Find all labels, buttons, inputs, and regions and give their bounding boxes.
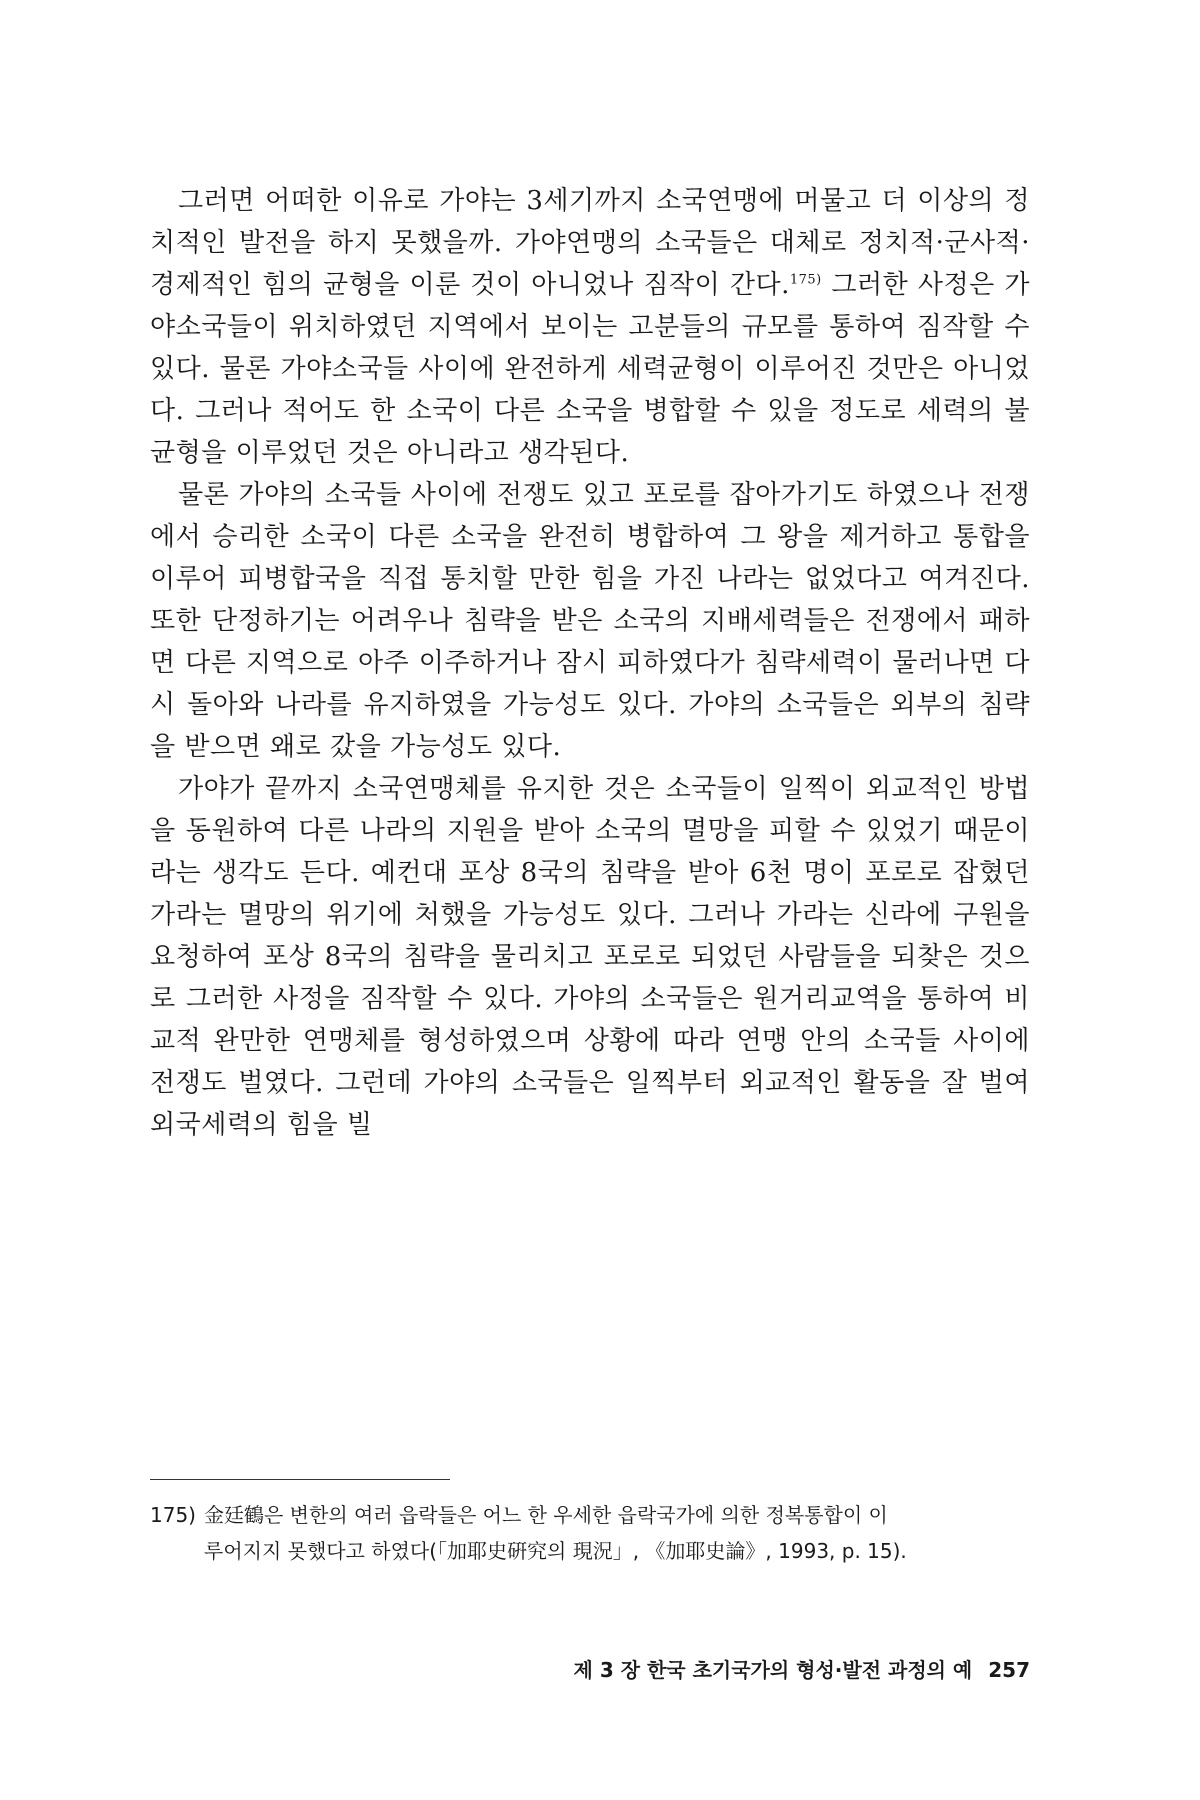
paragraph-1 <box>150 180 1030 474</box>
paragraph-3: 가야가 끝까지 소국연맹체를 유지한 것은 소국들이 일찍이 외교적인 방법을 동원하여 다른 나라의 지원을 받아 소국의 멸망을 피할 수 있었기 때문이라는 생각도 든다. 예컨대 포상 8국의 침략을 받아 6천 명이 포로로 잡혔던 가라는 멸망의 위기에 처했을 가능성도 있다. 그러나 가라는 신라에 구원을 요청하여 포상 8국의 침략을 물리치고 포로로 되었던 사람들을 되찾은 것으로 그러한 사정을 짐작할 수 있다. 가야의 소국들은 원거리교역을 통하여 비교적 완만한 연맹체를 형성하였으며 상황에 따라 연맹 안의 소국들 사이에 전쟁도 벌였다. 그런데 가야의 소국들은 일찍부터 외교적인 활동을 잘 벌여 외국세력의 힘을 빌 <box>150 774 1030 1140</box>
page-number: 257 <box>988 1658 1030 1682</box>
footnote-175 <box>150 1497 1030 1569</box>
paragraph-2: 물론 가야의 소국들 사이에 전쟁도 있고 포로를 잡아가기도 하였으나 전쟁에서 승리한 소국이 다른 소국을 완전히 병합하여 그 왕을 제거하고 통합을 이루어 피병합국을 직접 통치할 만한 힘을 가진 나라는 없었다고 여겨진다. 또한 단정하기는 어려우나 침략을 받은 소국의 지배세력들은 전쟁에서 패하면 다른 지역으로 아주 이주하거나 잠시 피하였다가 침략세력이 물러나면 다시 돌아와 나라를 유지하였을 가능성도 있다. 가야의 소국들은 외부의 침략을 받으면 왜로 갔을 가능성도 있다. <box>150 480 1030 762</box>
paragraph-1-text-b: 그러한 사정은 가야소국들이 위치하였던 지역에서 보이는 고분들의 규모를 통하여 짐작할 수 있다. 물론 가야소국들 사이에 완전하게 세력균형이 이루어진 것만은 아니었다. 그러나 적어도 한 소국이 다른 소국을 병합할 수 있을 정도로 세력의 불균형을 이루었던 것은 아니라고 생각된다. <box>150 270 1031 468</box>
main-text <box>150 180 1030 1146</box>
chapter-title: 제 3 장 한국 초기국가의 형성·발전 과정의 예 <box>573 1658 973 1682</box>
footnote-reference-175[interactable]: 175) <box>789 272 822 288</box>
running-footer <box>470 1654 1030 1683</box>
footnote-line-2: 루어지지 못했다고 하였다(「加耶史硏究의 現況」, 《加耶史論》, 1993, p. 15). <box>204 1539 907 1563</box>
footnote-line-1 <box>150 1497 1030 1533</box>
footnote-text-1: 金廷鶴은 변한의 여러 읍락들은 어느 한 우세한 읍락국가에 의한 정복통합이 이 <box>204 1503 888 1527</box>
paragraph-1-text-a: 그러면 어떠한 이유로 가야는 3세기까지 소국연맹에 머물고 더 이상의 정치적인 발전을 하지 못했을까. 가야연맹의 소국들은 대체로 정치적·군사적·경제적인 힘의 균형을 이룬 것이 아니었나 짐작이 간다. <box>150 186 1030 300</box>
footnote-label: 175) <box>150 1503 196 1527</box>
footnote-divider <box>150 1479 450 1480</box>
